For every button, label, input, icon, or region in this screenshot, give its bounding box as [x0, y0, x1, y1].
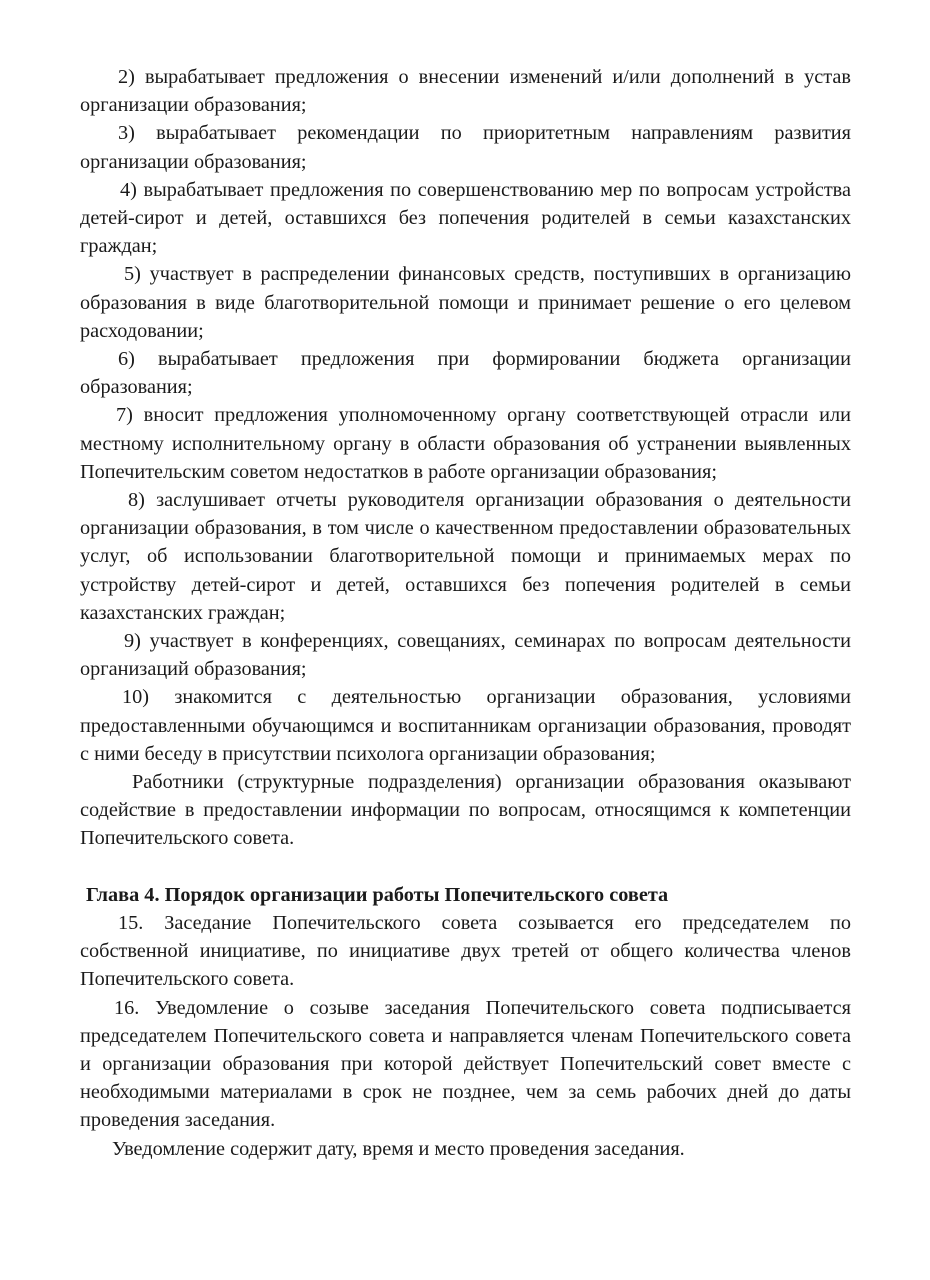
- document-body: [80, 63, 851, 1163]
- staff-note: Работники (структурные подразделения) организации образования оказывают содействие в предоставлении информации по вопросам, относящимся к компетенции Попечительского совета.: [80, 771, 851, 850]
- list-item-4: 4) вырабатывает предложения по совершенствованию мер по вопросам устройства детей-сирот и детей, оставшихся без попечения родителей в семьи казахстанских граждан;: [80, 178, 851, 258]
- clause-16: 16. Уведомление о созыве заседания Попечительского совета подписывается председателем Попечительского совета и направляется членам Попечительского совета и организации образования при которой действует Попечительский совет вместе с необходимыми материалами в срок не позднее, чем за семь рабочих дней до даты проведения заседания.: [80, 996, 851, 1132]
- list-item-9: 9) участвует в конференциях, совещаниях, семинарах по вопросам деятельности организаций образования;: [80, 630, 851, 681]
- list-item-2: 2) вырабатывает предложения о внесении изменений и/или дополнений в устав организации образования;: [80, 66, 851, 117]
- clause-15: 15. Заседание Попечительского совета созывается его председателем по собственной инициативе, по инициативе двух третей от общего количества членов Попечительского совета.: [80, 911, 851, 991]
- chapter-heading: Глава 4. Порядок организации работы Попечительского совета: [86, 883, 669, 906]
- notice-contents: Уведомление содержит дату, время и место проведения заседания.: [112, 1137, 685, 1160]
- list-item-10: 10) знакомится с деятельностью организации образования, условиями предоставленными обучающимся и воспитанникам организации образования, проводят с ними беседу в присутствии психолога организации образования;: [80, 686, 851, 765]
- list-item-5: 5) участвует в распределении финансовых средств, поступивших в организацию образования в виде благотворительной помощи и принимает решение о его целевом расходовании;: [80, 263, 851, 342]
- list-item-8: 8) заслушивает отчеты руководителя организации образования о деятельности организации образования, в том числе о качественном предоставлении образовательных услуг, об использовании благотворительной помощи и принимаемых мерах по устройству детей-сирот и детей, оставшихся без попечения родителей в семьи казахстанских граждан;: [80, 489, 851, 624]
- list-item-3: 3) вырабатывает рекомендации по приоритетным направлениям развития организации образования;: [80, 122, 851, 173]
- list-item-7: 7) вносит предложения уполномоченному органу соответствующей отрасли или местному исполнительному органу в области образования об устранении выявленных Попечительским советом недостатков в работе организации образования;: [80, 404, 851, 483]
- list-item-6: 6) вырабатывает предложения при формировании бюджета организации образования;: [80, 348, 851, 399]
